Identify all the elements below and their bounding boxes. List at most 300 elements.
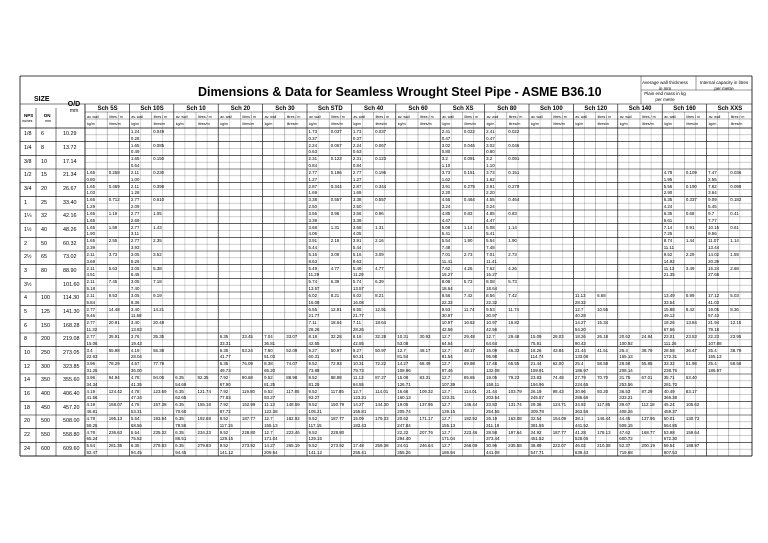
cell-wall: 14.02 bbox=[708, 252, 720, 257]
cell-capacity: 33.45 bbox=[241, 334, 253, 339]
size-nps: 3 bbox=[24, 268, 27, 274]
cell-mass: 42.55 bbox=[352, 340, 364, 346]
cell-wall: 3.40 bbox=[130, 320, 140, 326]
cell-capacity: 0.036 bbox=[730, 170, 742, 175]
cell-capacity: 0.230 bbox=[153, 170, 165, 175]
cell-mass: 139.15 bbox=[441, 408, 456, 414]
cell-mass: 2.50 bbox=[308, 203, 318, 209]
cell-wall: 6.35 bbox=[130, 443, 140, 449]
cell-wall: 6.35 bbox=[175, 416, 184, 421]
cell-mass: 11.29 bbox=[308, 272, 320, 278]
cell-capacity: 68.49 bbox=[419, 361, 431, 367]
cell-capacity: 7.42 bbox=[463, 293, 473, 298]
schedule-header: Sch 20 bbox=[230, 106, 251, 112]
size-od: 17.14 bbox=[63, 158, 77, 165]
cell-capacity: 23.53 bbox=[685, 334, 697, 339]
cell-wall: 6.35 bbox=[219, 347, 229, 353]
cell-wall: 2.77 bbox=[86, 320, 96, 326]
cell-capacity: 200.19 bbox=[641, 443, 655, 449]
cell-capacity: 0.83 bbox=[508, 211, 517, 216]
cell-wall: 21.94 bbox=[708, 320, 720, 326]
cell-mass: 5.26 bbox=[130, 258, 140, 264]
cell-mass: 247.84 bbox=[397, 422, 411, 428]
cell-mass: 1.69 bbox=[308, 190, 318, 196]
cell-mass: 381.55 bbox=[530, 422, 544, 428]
cell-wall: 9.52 bbox=[219, 429, 229, 435]
cell-capacity: 1.14 bbox=[508, 224, 517, 230]
cell-capacity: 159.64 bbox=[685, 429, 700, 435]
cell-mass: 255.41 bbox=[352, 449, 367, 455]
cell-wall: 25.4 bbox=[619, 347, 628, 353]
cell-capacity: 187.77 bbox=[330, 416, 345, 421]
size-dn: 400 bbox=[41, 391, 50, 397]
cell-capacity: 29.48 bbox=[463, 334, 475, 339]
cell-wall: 4.78 bbox=[86, 416, 96, 421]
cell-mass: 441.08 bbox=[486, 449, 500, 455]
cell-wall: 10.31 bbox=[352, 361, 364, 367]
size-od: 114.30 bbox=[63, 295, 80, 302]
cell-wall: 3.56 bbox=[308, 211, 318, 216]
cell-mass: 51.03 bbox=[264, 354, 276, 360]
cell-wall: 7.11 bbox=[308, 320, 317, 326]
cell-mass: 82.47 bbox=[86, 449, 98, 455]
cell-wall: 10.15 bbox=[708, 224, 720, 230]
cell-capacity: 0.049 bbox=[153, 129, 165, 134]
cell-wall: 6.55 bbox=[308, 306, 318, 312]
cell-wall: 21.44 bbox=[486, 388, 498, 394]
cell-capacity: 8.21 bbox=[330, 293, 340, 298]
size-nps: 3/4 bbox=[24, 186, 32, 192]
cell-wall: 24.61 bbox=[397, 443, 409, 449]
cell-mass: 0.63 bbox=[308, 149, 318, 155]
unit-header: kg/m bbox=[575, 122, 584, 126]
size-nps: 12 bbox=[24, 363, 30, 370]
cell-wall: 6.55 bbox=[352, 306, 362, 312]
cell-capacity: 137.95 bbox=[641, 416, 655, 421]
cell-wall: 5.08 bbox=[441, 224, 451, 230]
sub-header: litres / m bbox=[420, 115, 434, 119]
cell-capacity: 193.94 bbox=[153, 416, 167, 421]
unit-header: litres/m bbox=[730, 122, 743, 126]
cell-mass: 13.57 bbox=[352, 285, 364, 291]
sub-header: litres / m bbox=[198, 115, 212, 119]
cell-wall: 10.97 bbox=[441, 320, 453, 326]
cell-mass: 0.49 bbox=[130, 149, 140, 155]
cell-capacity: 103.79 bbox=[508, 388, 522, 394]
cell-wall: 1.65 bbox=[86, 197, 96, 203]
cell-wall: 23.01 bbox=[663, 334, 675, 339]
sub-header: av. wall bbox=[442, 115, 454, 119]
size-nps: 1½ bbox=[24, 227, 32, 233]
cell-wall: 9.52 bbox=[308, 375, 318, 380]
unit-header: litres/m bbox=[686, 122, 698, 126]
cell-capacity: 9.42 bbox=[685, 306, 695, 312]
cell-wall: 9.27 bbox=[352, 347, 362, 353]
cell-wall: 7.92 bbox=[219, 375, 229, 380]
cell-capacity: 0.344 bbox=[375, 183, 387, 189]
cell-wall: 2.11 bbox=[86, 293, 95, 298]
cell-capacity: 168.77 bbox=[641, 429, 655, 435]
cell-mass: 0.47 bbox=[441, 135, 451, 141]
cell-capacity: 273.92 bbox=[241, 443, 256, 449]
cell-mass: 5.84 bbox=[86, 299, 96, 305]
size-od: 508.00 bbox=[63, 418, 80, 425]
cell-capacity: 20.48 bbox=[153, 320, 165, 326]
size-od: 10.29 bbox=[63, 131, 77, 138]
cell-capacity: 16.82 bbox=[508, 320, 520, 326]
cell-wall: 6.35 bbox=[219, 361, 229, 367]
cell-wall: 3.40 bbox=[130, 306, 140, 312]
cell-capacity: 0.151 bbox=[463, 170, 475, 175]
cell-wall: 12.7 bbox=[441, 375, 451, 380]
cell-wall: 25.4 bbox=[574, 361, 584, 367]
internal-capacity-note: Internal capacity in litres per metre bbox=[699, 80, 749, 91]
cell-capacity: 235.32 bbox=[153, 429, 167, 435]
cell-capacity: 15.34 bbox=[597, 320, 609, 326]
cell-mass: 67.56 bbox=[663, 326, 675, 332]
size-dn: 25 bbox=[41, 199, 47, 206]
cell-mass: 208.14 bbox=[619, 367, 633, 373]
cell-mass: 129.15 bbox=[308, 436, 322, 442]
cell-wall: 12.7 bbox=[264, 416, 273, 421]
cell-mass: 155.13 bbox=[708, 354, 722, 360]
cell-capacity: 0.067 bbox=[375, 142, 387, 148]
cell-mass: 3.39 bbox=[352, 217, 362, 223]
cell-wall: 12.7 bbox=[397, 347, 406, 353]
sub-header: litres / m bbox=[642, 115, 656, 119]
cell-wall: 3.68 bbox=[352, 224, 362, 230]
cell-capacity: 87.29 bbox=[641, 388, 653, 394]
schedule-header: Sch 80 bbox=[497, 106, 517, 112]
cell-mass: 40.28 bbox=[574, 313, 586, 319]
cell-wall: 6.35 bbox=[663, 211, 673, 216]
size-od: 558.80 bbox=[63, 432, 80, 438]
cell-capacity: 3.73 bbox=[108, 252, 118, 257]
sub-header: litres / m bbox=[508, 115, 523, 119]
cell-mass: 97.46 bbox=[441, 367, 453, 373]
cell-wall: 1.65 bbox=[86, 211, 96, 216]
cell-capacity: 268.09 bbox=[463, 443, 478, 449]
cell-capacity: 0.091 bbox=[508, 156, 520, 162]
cell-wall: 4.19 bbox=[130, 347, 140, 353]
cell-mass: 1.29 bbox=[86, 203, 96, 209]
unit-header: kg/m bbox=[486, 122, 495, 126]
cell-wall: 6.02 bbox=[308, 293, 318, 298]
schedule-header: Sch 140 bbox=[628, 106, 652, 112]
cell-wall: 35.71 bbox=[663, 375, 675, 380]
cell-capacity: 0.41 bbox=[730, 211, 739, 216]
cell-wall: 2.11 bbox=[86, 279, 95, 285]
cell-mass: 57.43 bbox=[708, 313, 720, 319]
cell-mass: 87.72 bbox=[219, 408, 231, 414]
cell-wall: 3.38 bbox=[308, 197, 318, 203]
size-od: 21.34 bbox=[63, 172, 77, 179]
cell-wall: 5.49 bbox=[308, 265, 318, 271]
cell-capacity: 41.51 bbox=[597, 347, 609, 353]
dn-unit: mm bbox=[45, 119, 51, 123]
cell-wall: 52.37 bbox=[619, 443, 631, 449]
cell-mass: 94.45 bbox=[175, 449, 187, 455]
cell-capacity: 6.39 bbox=[330, 279, 340, 285]
cell-wall: 28.58 bbox=[486, 429, 498, 435]
size-dn: 32 bbox=[41, 213, 47, 220]
cell-wall: 5.54 bbox=[86, 443, 96, 449]
cell-wall: 1.24 bbox=[130, 129, 140, 134]
cell-wall: 25.4 bbox=[708, 347, 717, 353]
cell-mass: 33.31 bbox=[219, 340, 231, 346]
cell-mass: 171.04 bbox=[441, 436, 456, 442]
cell-capacity: 55.85 bbox=[641, 361, 653, 367]
cell-wall: 19.05 bbox=[708, 306, 720, 312]
cell-wall: 38.89 bbox=[530, 443, 542, 449]
cell-wall: 15.24 bbox=[708, 265, 720, 271]
cell-capacity: 1.31 bbox=[330, 224, 340, 230]
cell-wall: 15.09 bbox=[486, 347, 498, 353]
cell-capacity: 114.01 bbox=[375, 388, 389, 394]
cell-wall: 4.78 bbox=[130, 402, 140, 408]
cell-capacity: 1.19 bbox=[108, 211, 118, 216]
cell-capacity: 124.71 bbox=[552, 402, 567, 408]
cell-capacity: 5.03 bbox=[730, 293, 739, 298]
cell-mass: 7.48 bbox=[441, 244, 451, 250]
cell-wall: 2.77 bbox=[86, 334, 96, 339]
cell-mass: 4.51 bbox=[86, 272, 96, 278]
cell-wall: 34.92 bbox=[530, 429, 542, 435]
cell-wall: 31.75 bbox=[619, 375, 631, 380]
cell-capacity: 117.85 bbox=[597, 402, 611, 408]
cell-wall: 7.92 bbox=[219, 388, 229, 394]
cell-wall: 1.65 bbox=[86, 238, 96, 244]
cell-mass: 41.77 bbox=[219, 354, 231, 360]
cell-mass: 19.43 bbox=[130, 340, 142, 346]
sub-header: av. wall bbox=[353, 115, 366, 119]
cell-capacity: 273.92 bbox=[330, 443, 345, 449]
cell-capacity: 55.38 bbox=[153, 347, 165, 353]
cell-mass: 9.46 bbox=[86, 313, 96, 319]
cell-wall: 2.11 bbox=[130, 183, 140, 189]
cell-wall: 12.7 bbox=[264, 429, 273, 435]
cell-wall: 12.7 bbox=[441, 402, 451, 408]
size-dn: 80 bbox=[41, 268, 47, 274]
cell-mass: 64.64 bbox=[486, 340, 498, 346]
cell-mass: 4.05 bbox=[352, 231, 362, 237]
cell-mass: 27.68 bbox=[708, 272, 720, 278]
cell-wall: 2.11 bbox=[86, 265, 95, 271]
cell-mass: 807.53 bbox=[663, 449, 678, 455]
cell-wall: 3.05 bbox=[130, 265, 140, 271]
cell-capacity: 50.97 bbox=[330, 347, 342, 353]
cell-mass: 13.57 bbox=[308, 285, 320, 291]
cell-mass: 47.34 bbox=[130, 395, 142, 401]
cell-mass: 64.64 bbox=[441, 340, 453, 346]
cell-capacity: 0.085 bbox=[153, 142, 165, 148]
cell-wall: 53.98 bbox=[663, 429, 675, 435]
cell-capacity: 0.067 bbox=[330, 142, 342, 148]
size-od: 141.30 bbox=[63, 309, 80, 315]
cell-capacity: 76.09 bbox=[241, 361, 253, 367]
cell-capacity: 9.19 bbox=[153, 293, 162, 298]
cell-mass: 13.44 bbox=[708, 244, 720, 250]
cell-capacity: 36.47 bbox=[685, 347, 697, 353]
plain-end-mass-note: Plain end mass in kg per metre bbox=[644, 91, 686, 102]
cell-mass: 3.39 bbox=[308, 217, 318, 223]
cell-wall: 15.09 bbox=[530, 334, 542, 339]
sub-header: av. wall bbox=[309, 115, 321, 119]
unit-header: kg/m bbox=[619, 122, 628, 126]
cell-capacity: 114.01 bbox=[463, 388, 477, 394]
cell-wall: 11.13 bbox=[663, 265, 675, 271]
cell-mass: 16.08 bbox=[308, 299, 320, 305]
cell-wall: 6.35 bbox=[175, 429, 184, 435]
cell-wall: 2.77 bbox=[308, 170, 318, 175]
cell-capacity: 187.77 bbox=[241, 416, 256, 421]
unit-header: kg/m bbox=[708, 122, 717, 126]
cell-capacity: 148.59 bbox=[286, 402, 300, 408]
cell-wall: 2.77 bbox=[86, 306, 96, 312]
cell-capacity: 0.258 bbox=[108, 170, 120, 175]
cell-capacity: 88.98 bbox=[286, 375, 298, 380]
cell-capacity: 0.61 bbox=[730, 224, 739, 230]
cell-capacity: 35.35 bbox=[153, 334, 165, 339]
size-nps: 3½ bbox=[24, 281, 32, 288]
cell-capacity: 35.91 bbox=[108, 334, 120, 339]
cell-mass: 81.54 bbox=[441, 354, 453, 360]
cell-mass: 186.94 bbox=[441, 449, 456, 455]
cell-capacity: 146.44 bbox=[463, 402, 478, 408]
size-header: SIZE bbox=[34, 96, 50, 103]
cell-mass: 0.37 bbox=[352, 135, 362, 141]
sub-header: av. wall bbox=[220, 115, 232, 119]
cell-capacity: 58.58 bbox=[730, 361, 742, 367]
cell-capacity: 12.91 bbox=[330, 306, 342, 312]
cell-mass: 7.77 bbox=[708, 217, 717, 223]
cell-capacity: 1.43 bbox=[153, 224, 162, 230]
cell-capacity: 0.196 bbox=[375, 170, 387, 175]
cell-wall: 4.19 bbox=[86, 388, 96, 394]
cell-capacity: 223.46 bbox=[463, 429, 478, 435]
cell-mass: 441.52 bbox=[574, 422, 589, 428]
cell-wall: 3.91 bbox=[486, 183, 495, 189]
cell-capacity: 0.182 bbox=[730, 197, 742, 203]
size-nps: 22 bbox=[24, 432, 30, 438]
cell-wall: 15.09 bbox=[352, 416, 364, 421]
cell-wall: 6.35 bbox=[175, 388, 184, 394]
cell-capacity: 83.31 bbox=[419, 375, 431, 380]
cell-wall: 1.65 bbox=[86, 170, 96, 175]
cell-wall: 23.83 bbox=[486, 402, 498, 408]
cell-mass: 1.90 bbox=[86, 231, 96, 237]
cell-wall: 19.05 bbox=[397, 402, 409, 408]
cell-wall: 4.85 bbox=[441, 211, 451, 216]
cell-mass: 2.90 bbox=[663, 190, 673, 196]
cell-wall: 2.41 bbox=[441, 129, 451, 134]
cell-wall: 5.54 bbox=[130, 429, 140, 435]
cell-mass: 11.58 bbox=[130, 313, 142, 319]
schedule-header: Sch 10S bbox=[140, 106, 164, 112]
cell-capacity: 281.35 bbox=[108, 443, 123, 449]
cell-capacity: 1.90 bbox=[508, 238, 517, 244]
cell-mass: 4.47 bbox=[441, 217, 451, 223]
unit-header: kg/m bbox=[220, 122, 228, 126]
cell-mass: 0.84 bbox=[308, 162, 318, 168]
cell-wall: 3.4 bbox=[86, 347, 93, 353]
cell-mass: 65.20 bbox=[264, 367, 276, 373]
cell-wall: 50.01 bbox=[663, 416, 675, 421]
cell-wall: 4.78 bbox=[130, 388, 140, 394]
cell-wall: 18.26 bbox=[663, 320, 675, 326]
cell-capacity: 188.97 bbox=[685, 443, 700, 449]
cell-capacity: 7.18 bbox=[153, 279, 162, 285]
cell-capacity: 12.15 bbox=[730, 320, 742, 326]
cell-mass: 107.39 bbox=[441, 381, 456, 387]
cell-capacity: 38.79 bbox=[730, 347, 742, 353]
cell-capacity: 12.91 bbox=[375, 306, 387, 312]
cell-capacity: 2.68 bbox=[730, 265, 739, 271]
cell-capacity: 3.52 bbox=[153, 252, 162, 257]
cell-mass: 123.31 bbox=[441, 395, 456, 401]
cell-capacity: 0.337 bbox=[685, 197, 697, 203]
cell-capacity: 228.80 bbox=[330, 429, 345, 435]
size-dn: 250 bbox=[41, 350, 50, 356]
unit-header: kg/m bbox=[442, 122, 450, 126]
cell-wall: 4.78 bbox=[130, 375, 140, 380]
cell-mass: 2.09 bbox=[130, 203, 140, 209]
cell-wall: 8.56 bbox=[441, 293, 451, 298]
cell-mass: 238.76 bbox=[663, 367, 678, 373]
cell-capacity: 0.344 bbox=[330, 183, 342, 189]
unit-header: kg/m bbox=[87, 122, 95, 126]
cell-capacity: 0.712 bbox=[108, 197, 120, 203]
cell-mass: 81.25 bbox=[264, 381, 276, 387]
cell-mass: 1.69 bbox=[352, 190, 362, 196]
cell-capacity: 5.63 bbox=[108, 265, 118, 271]
cell-wall: 17.48 bbox=[486, 361, 498, 367]
cell-mass: 183.43 bbox=[352, 422, 367, 428]
cell-mass: 81.54 bbox=[397, 354, 409, 360]
cell-mass: 18.64 bbox=[441, 285, 453, 291]
cell-wall: 3.02 bbox=[486, 142, 495, 148]
cell-wall: 3.91 bbox=[352, 238, 362, 244]
cell-wall: 21.44 bbox=[574, 347, 586, 353]
sub-header: litres / m bbox=[242, 115, 256, 119]
cell-mass: 155.13 bbox=[441, 422, 456, 428]
unit-header: kg/m bbox=[264, 122, 273, 126]
cell-wall: 12.7 bbox=[441, 361, 451, 367]
cell-mass: 5.18 bbox=[86, 285, 96, 291]
cell-wall: 8.08 bbox=[486, 279, 495, 285]
cell-capacity: 74.07 bbox=[286, 361, 298, 367]
cell-mass: 49.12 bbox=[663, 313, 675, 319]
cell-wall: 32.54 bbox=[530, 416, 542, 421]
cell-capacity: 69.98 bbox=[463, 361, 475, 367]
schedule-header: Sch 100 bbox=[540, 106, 563, 112]
cell-capacity: 94.94 bbox=[108, 375, 120, 380]
cell-capacity: 6.39 bbox=[375, 279, 384, 285]
cell-wall: 12.7 bbox=[352, 388, 362, 394]
cell-wall: 39.67 bbox=[619, 402, 631, 408]
cell-wall: 2.77 bbox=[130, 197, 140, 203]
schedule-header: Sch XS bbox=[452, 106, 474, 112]
cell-mass: 365.38 bbox=[663, 395, 678, 401]
cell-capacity: 1.59 bbox=[730, 252, 739, 257]
cell-mass: 79.73 bbox=[352, 367, 364, 373]
cell-capacity: 279.83 bbox=[197, 443, 211, 449]
cell-wall: 10.31 bbox=[397, 334, 409, 339]
cell-capacity: 150.79 bbox=[330, 402, 345, 408]
cell-capacity: 50.97 bbox=[375, 347, 387, 353]
avg-wall-note: Average wall thickness in mm bbox=[642, 80, 688, 91]
cell-wall: 12.7 bbox=[486, 334, 495, 339]
